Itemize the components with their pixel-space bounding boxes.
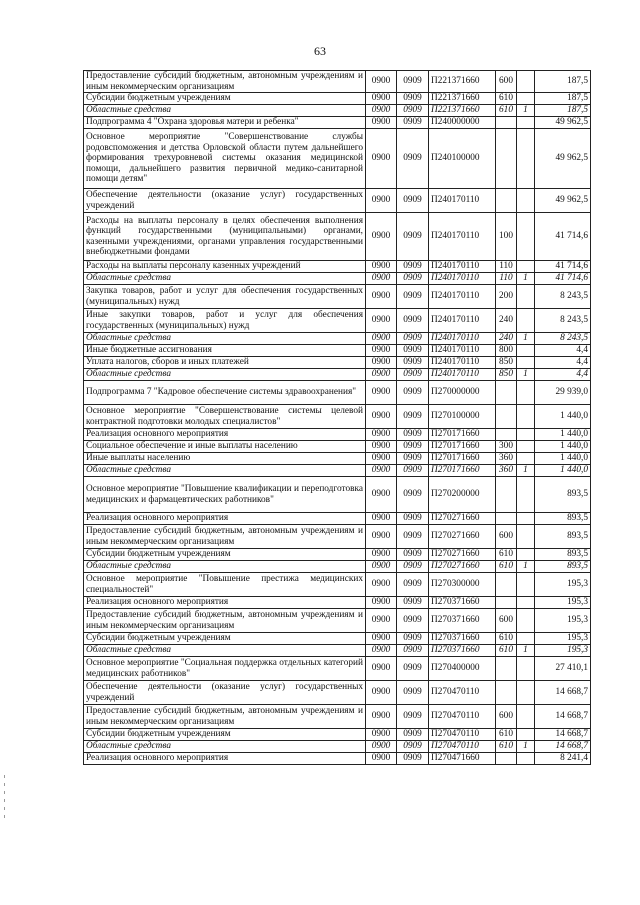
cell-section: 0900 <box>366 369 397 381</box>
cell-vr: 610 <box>496 741 517 753</box>
cell-subsection: 0909 <box>397 369 429 381</box>
page-number: 63 <box>314 44 326 58</box>
cell-sum: 29 939,0 <box>535 381 591 405</box>
cell-section: 0900 <box>366 441 397 453</box>
cell-section: 0900 <box>366 309 397 333</box>
cell-subsection: 0909 <box>397 525 429 549</box>
table-row <box>84 213 591 261</box>
cell-section: 0900 <box>366 525 397 549</box>
cell-sum: 1 440,0 <box>535 453 591 465</box>
cell-section: 0900 <box>366 609 397 633</box>
cell-article: П240170110 <box>429 309 496 333</box>
cell-article: П270171660 <box>429 429 496 441</box>
cell-section: 0900 <box>366 405 397 429</box>
cell-vr <box>496 117 517 129</box>
cell-sum: 41 714,6 <box>535 261 591 273</box>
cell-sum: 195,3 <box>535 609 591 633</box>
cell-name: Предоставление субсидий бюджетным, автономным учреждениям и иным некоммерческим организациям <box>84 71 366 93</box>
table-row <box>84 345 591 357</box>
cell-section: 0900 <box>366 741 397 753</box>
cell-name: Областные средства <box>84 465 366 477</box>
cell-sum: 1 440,0 <box>535 441 591 453</box>
table-row <box>84 573 591 597</box>
cell-name: Подпрограмма 4 "Охрана здоровья матери и ребенка" <box>84 117 366 129</box>
cell-name: Предоставление субсидий бюджетным, автономным учреждениям и иным некоммерческим организациям <box>84 609 366 633</box>
cell-d <box>517 441 535 453</box>
cell-section: 0900 <box>366 213 397 261</box>
cell-article: П270000000 <box>429 381 496 405</box>
cell-d: 1 <box>517 645 535 657</box>
cell-d <box>517 429 535 441</box>
cell-subsection: 0909 <box>397 477 429 513</box>
cell-vr <box>496 405 517 429</box>
cell-d <box>517 129 535 189</box>
cell-d <box>517 513 535 525</box>
cell-name: Субсидии бюджетным учреждениям <box>84 549 366 561</box>
cell-subsection: 0909 <box>397 129 429 189</box>
cell-sum: 893,5 <box>535 477 591 513</box>
cell-d <box>517 597 535 609</box>
table-row <box>84 369 591 381</box>
table-row <box>84 93 591 105</box>
cell-article: П270371660 <box>429 633 496 645</box>
cell-name: Субсидии бюджетным учреждениям <box>84 93 366 105</box>
cell-d <box>517 477 535 513</box>
cell-subsection: 0909 <box>397 741 429 753</box>
cell-vr <box>496 189 517 213</box>
cell-subsection: 0909 <box>397 429 429 441</box>
cell-name: Основное мероприятие "Повышение престижа медицинских специальностей" <box>84 573 366 597</box>
cell-vr: 610 <box>496 105 517 117</box>
table-row <box>84 741 591 753</box>
cell-d <box>517 357 535 369</box>
table-row <box>84 465 591 477</box>
cell-d: 1 <box>517 369 535 381</box>
cell-name: Областные средства <box>84 333 366 345</box>
cell-name: Основное мероприятие "Повышение квалификации и переподготовка медицинских и фармацевтических работников" <box>84 477 366 513</box>
cell-sum: 4,4 <box>535 369 591 381</box>
table-row <box>84 71 591 93</box>
cell-sum: 14 668,7 <box>535 681 591 705</box>
cell-section: 0900 <box>366 729 397 741</box>
table-row <box>84 513 591 525</box>
cell-sum: 195,3 <box>535 645 591 657</box>
cell-name: Реализация основного мероприятия <box>84 753 366 765</box>
cell-article: П270171660 <box>429 465 496 477</box>
cell-d <box>517 117 535 129</box>
cell-subsection: 0909 <box>397 213 429 261</box>
cell-sum: 8 243,5 <box>535 309 591 333</box>
cell-section: 0900 <box>366 453 397 465</box>
cell-sum: 195,3 <box>535 573 591 597</box>
cell-section: 0900 <box>366 549 397 561</box>
cell-sum: 14 668,7 <box>535 741 591 753</box>
cell-vr: 240 <box>496 333 517 345</box>
cell-article: П270470110 <box>429 705 496 729</box>
cell-d: 1 <box>517 273 535 285</box>
cell-name: Областные средства <box>84 369 366 381</box>
table-row <box>84 441 591 453</box>
cell-name: Реализация основного мероприятия <box>84 513 366 525</box>
cell-name: Реализация основного мероприятия <box>84 597 366 609</box>
cell-subsection: 0909 <box>397 273 429 285</box>
cell-subsection: 0909 <box>397 573 429 597</box>
cell-section: 0900 <box>366 633 397 645</box>
cell-article: П240170110 <box>429 369 496 381</box>
cell-section: 0900 <box>366 753 397 765</box>
cell-vr: 600 <box>496 71 517 93</box>
table-row <box>84 273 591 285</box>
cell-sum: 187,5 <box>535 93 591 105</box>
cell-name: Субсидии бюджетным учреждениям <box>84 729 366 741</box>
cell-d <box>517 657 535 681</box>
cell-subsection: 0909 <box>397 189 429 213</box>
cell-article: П270471660 <box>429 753 496 765</box>
cell-subsection: 0909 <box>397 561 429 573</box>
cell-name: Уплата налогов, сборов и иных платежей <box>84 357 366 369</box>
table-row <box>84 333 591 345</box>
cell-article: П221371660 <box>429 105 496 117</box>
table-row <box>84 429 591 441</box>
cell-subsection: 0909 <box>397 261 429 273</box>
cell-subsection: 0909 <box>397 657 429 681</box>
cell-d <box>517 681 535 705</box>
cell-d <box>517 345 535 357</box>
cell-vr <box>496 513 517 525</box>
cell-name: Областные средства <box>84 741 366 753</box>
cell-name: Расходы на выплаты персоналу казенных учреждений <box>84 261 366 273</box>
table-row <box>84 657 591 681</box>
cell-vr <box>496 381 517 405</box>
cell-vr: 240 <box>496 309 517 333</box>
cell-vr: 360 <box>496 453 517 465</box>
cell-d <box>517 633 535 645</box>
table-row <box>84 633 591 645</box>
cell-article: П270271660 <box>429 561 496 573</box>
cell-subsection: 0909 <box>397 729 429 741</box>
cell-section: 0900 <box>366 645 397 657</box>
cell-section: 0900 <box>366 513 397 525</box>
budget-table <box>83 70 591 765</box>
cell-article: П240100000 <box>429 129 496 189</box>
cell-vr <box>496 681 517 705</box>
cell-vr: 110 <box>496 273 517 285</box>
cell-name: Подпрограмма 7 "Кадровое обеспечение системы здравоохранения" <box>84 381 366 405</box>
table-row <box>84 405 591 429</box>
cell-d: 1 <box>517 561 535 573</box>
cell-vr: 600 <box>496 705 517 729</box>
cell-name: Субсидии бюджетным учреждениям <box>84 633 366 645</box>
cell-vr: 200 <box>496 285 517 309</box>
cell-subsection: 0909 <box>397 345 429 357</box>
cell-article: П240170110 <box>429 213 496 261</box>
cell-name: Иные выплаты населению <box>84 453 366 465</box>
cell-article: П270371660 <box>429 609 496 633</box>
cell-subsection: 0909 <box>397 71 429 93</box>
cell-vr: 850 <box>496 369 517 381</box>
cell-subsection: 0909 <box>397 513 429 525</box>
table-row <box>84 729 591 741</box>
cell-article: П270200000 <box>429 477 496 513</box>
cell-vr: 610 <box>496 645 517 657</box>
cell-article: П240170110 <box>429 189 496 213</box>
cell-sum: 41 714,6 <box>535 213 591 261</box>
cell-d <box>517 609 535 633</box>
cell-sum: 187,5 <box>535 71 591 93</box>
cell-name: Предоставление субсидий бюджетным, автономным учреждениям и иным некоммерческим организациям <box>84 705 366 729</box>
cell-article: П270100000 <box>429 405 496 429</box>
cell-d <box>517 381 535 405</box>
cell-section: 0900 <box>366 657 397 681</box>
cell-sum: 4,4 <box>535 357 591 369</box>
table-row <box>84 681 591 705</box>
cell-section: 0900 <box>366 333 397 345</box>
cell-section: 0900 <box>366 597 397 609</box>
cell-d <box>517 405 535 429</box>
cell-d <box>517 213 535 261</box>
cell-subsection: 0909 <box>397 117 429 129</box>
table-row <box>84 285 591 309</box>
cell-vr: 610 <box>496 561 517 573</box>
cell-article: П240170110 <box>429 261 496 273</box>
table-row <box>84 549 591 561</box>
cell-sum: 49 962,5 <box>535 129 591 189</box>
table-row <box>84 597 591 609</box>
cell-name: Областные средства <box>84 105 366 117</box>
cell-sum: 8 241,4 <box>535 753 591 765</box>
cell-d <box>517 189 535 213</box>
cell-sum: 8 243,5 <box>535 285 591 309</box>
cell-section: 0900 <box>366 705 397 729</box>
table-row <box>84 753 591 765</box>
table-row <box>84 261 591 273</box>
cell-subsection: 0909 <box>397 465 429 477</box>
table-row <box>84 105 591 117</box>
cell-subsection: 0909 <box>397 441 429 453</box>
cell-article: П270271660 <box>429 549 496 561</box>
cell-d <box>517 453 535 465</box>
cell-section: 0900 <box>366 105 397 117</box>
cell-sum: 1 440,0 <box>535 405 591 429</box>
cell-sum: 49 962,5 <box>535 117 591 129</box>
cell-sum: 8 243,5 <box>535 333 591 345</box>
cell-vr: 600 <box>496 525 517 549</box>
cell-vr <box>496 657 517 681</box>
cell-name: Обеспечение деятельности (оказание услуг) государственных учреждений <box>84 681 366 705</box>
cell-name: Основное мероприятие "Совершенствование системы целевой контрактной подготовки молодых специалистов" <box>84 405 366 429</box>
cell-subsection: 0909 <box>397 645 429 657</box>
cell-sum: 14 668,7 <box>535 705 591 729</box>
cell-name: Областные средства <box>84 273 366 285</box>
cell-name: Иные бюджетные ассигнования <box>84 345 366 357</box>
cell-subsection: 0909 <box>397 93 429 105</box>
cell-d: 1 <box>517 741 535 753</box>
cell-article: П270470110 <box>429 741 496 753</box>
cell-name: Обеспечение деятельности (оказание услуг) государственных учреждений <box>84 189 366 213</box>
cell-section: 0900 <box>366 477 397 513</box>
cell-section: 0900 <box>366 465 397 477</box>
cell-d: 1 <box>517 465 535 477</box>
cell-article: П270371660 <box>429 645 496 657</box>
cell-section: 0900 <box>366 381 397 405</box>
cell-sum: 893,5 <box>535 561 591 573</box>
cell-subsection: 0909 <box>397 609 429 633</box>
cell-section: 0900 <box>366 285 397 309</box>
cell-subsection: 0909 <box>397 309 429 333</box>
cell-d: 1 <box>517 333 535 345</box>
cell-section: 0900 <box>366 261 397 273</box>
cell-article: П240170110 <box>429 273 496 285</box>
cell-article: П270470110 <box>429 729 496 741</box>
table-row <box>84 477 591 513</box>
cell-vr: 300 <box>496 441 517 453</box>
cell-sum: 195,3 <box>535 633 591 645</box>
cell-name: Областные средства <box>84 561 366 573</box>
cell-subsection: 0909 <box>397 405 429 429</box>
table-row <box>84 117 591 129</box>
table-row <box>84 189 591 213</box>
cell-vr <box>496 573 517 597</box>
cell-subsection: 0909 <box>397 105 429 117</box>
cell-section: 0900 <box>366 573 397 597</box>
table-row <box>84 561 591 573</box>
margin-marks <box>4 775 7 823</box>
cell-article: П270171660 <box>429 453 496 465</box>
cell-sum: 27 410,1 <box>535 657 591 681</box>
table-row <box>84 129 591 189</box>
cell-article: П270400000 <box>429 657 496 681</box>
cell-subsection: 0909 <box>397 357 429 369</box>
cell-article: П270470110 <box>429 681 496 705</box>
cell-subsection: 0909 <box>397 381 429 405</box>
cell-vr: 850 <box>496 357 517 369</box>
cell-sum: 1 440,0 <box>535 429 591 441</box>
cell-article: П240170110 <box>429 345 496 357</box>
cell-sum: 49 962,5 <box>535 189 591 213</box>
cell-subsection: 0909 <box>397 633 429 645</box>
cell-article: П221371660 <box>429 71 496 93</box>
cell-sum: 893,5 <box>535 513 591 525</box>
cell-vr: 610 <box>496 93 517 105</box>
cell-d <box>517 753 535 765</box>
cell-name: Закупка товаров, работ и услуг для обеспечения государственных (муниципальных) нужд <box>84 285 366 309</box>
cell-d <box>517 729 535 741</box>
cell-section: 0900 <box>366 129 397 189</box>
cell-sum: 195,3 <box>535 597 591 609</box>
table-row <box>84 705 591 729</box>
cell-section: 0900 <box>366 93 397 105</box>
cell-d <box>517 309 535 333</box>
cell-d <box>517 93 535 105</box>
cell-section: 0900 <box>366 189 397 213</box>
cell-name: Областные средства <box>84 645 366 657</box>
cell-section: 0900 <box>366 357 397 369</box>
cell-subsection: 0909 <box>397 681 429 705</box>
cell-section: 0900 <box>366 681 397 705</box>
cell-article: П240170110 <box>429 285 496 309</box>
cell-name: Реализация основного мероприятия <box>84 429 366 441</box>
cell-subsection: 0909 <box>397 285 429 309</box>
cell-vr: 360 <box>496 465 517 477</box>
table-row <box>84 453 591 465</box>
cell-d: 1 <box>517 105 535 117</box>
cell-vr: 100 <box>496 213 517 261</box>
cell-d <box>517 285 535 309</box>
cell-subsection: 0909 <box>397 597 429 609</box>
cell-sum: 893,5 <box>535 549 591 561</box>
cell-subsection: 0909 <box>397 453 429 465</box>
cell-article: П240170110 <box>429 357 496 369</box>
cell-article: П270271660 <box>429 525 496 549</box>
cell-article: П240000000 <box>429 117 496 129</box>
cell-subsection: 0909 <box>397 753 429 765</box>
cell-d <box>517 573 535 597</box>
cell-section: 0900 <box>366 71 397 93</box>
table-row <box>84 645 591 657</box>
cell-article: П221371660 <box>429 93 496 105</box>
cell-article: П270171660 <box>429 441 496 453</box>
cell-vr <box>496 753 517 765</box>
cell-vr: 610 <box>496 633 517 645</box>
cell-name: Основное мероприятие "Социальная поддержка отдельных категорий медицинских работников" <box>84 657 366 681</box>
cell-name: Социальное обеспечение и иные выплаты населению <box>84 441 366 453</box>
cell-section: 0900 <box>366 117 397 129</box>
table-row <box>84 381 591 405</box>
cell-subsection: 0909 <box>397 705 429 729</box>
cell-section: 0900 <box>366 273 397 285</box>
cell-subsection: 0909 <box>397 549 429 561</box>
cell-d <box>517 71 535 93</box>
cell-d <box>517 261 535 273</box>
cell-d <box>517 549 535 561</box>
cell-article: П270371660 <box>429 597 496 609</box>
cell-vr: 610 <box>496 549 517 561</box>
cell-vr: 800 <box>496 345 517 357</box>
cell-name: Основное мероприятие "Совершенствование службы родовспоможения и детства Орловской области путем дальнейшего формирования трехуровневой системы оказания медицинской помощи, дальнейшего развития первичной медико-санитарной помощи детям" <box>84 129 366 189</box>
cell-section: 0900 <box>366 345 397 357</box>
cell-d <box>517 525 535 549</box>
cell-name: Расходы на выплаты персоналу в целях обеспечения выполнения функций государственными (муниципальными) органами, казенными учреждениями, органами управления государственными внебюджетными фондами <box>84 213 366 261</box>
cell-vr: 600 <box>496 609 517 633</box>
table-row <box>84 525 591 549</box>
cell-vr <box>496 129 517 189</box>
cell-vr <box>496 477 517 513</box>
table-row <box>84 309 591 333</box>
cell-name: Предоставление субсидий бюджетным, автономным учреждениям и иным некоммерческим организациям <box>84 525 366 549</box>
cell-sum: 4,4 <box>535 345 591 357</box>
cell-sum: 187,5 <box>535 105 591 117</box>
table-row <box>84 357 591 369</box>
cell-article: П270271660 <box>429 513 496 525</box>
cell-sum: 14 668,7 <box>535 729 591 741</box>
cell-article: П270300000 <box>429 573 496 597</box>
table-row <box>84 609 591 633</box>
cell-subsection: 0909 <box>397 333 429 345</box>
cell-vr <box>496 429 517 441</box>
cell-vr <box>496 597 517 609</box>
cell-vr: 610 <box>496 729 517 741</box>
cell-article: П240170110 <box>429 333 496 345</box>
cell-vr: 110 <box>496 261 517 273</box>
cell-sum: 41 714,6 <box>535 273 591 285</box>
cell-name: Иные закупки товаров, работ и услуг для обеспечения государственных (муниципальных) нужд <box>84 309 366 333</box>
cell-section: 0900 <box>366 561 397 573</box>
cell-section: 0900 <box>366 429 397 441</box>
cell-sum: 893,5 <box>535 525 591 549</box>
cell-sum: 1 440,0 <box>535 465 591 477</box>
cell-d <box>517 705 535 729</box>
